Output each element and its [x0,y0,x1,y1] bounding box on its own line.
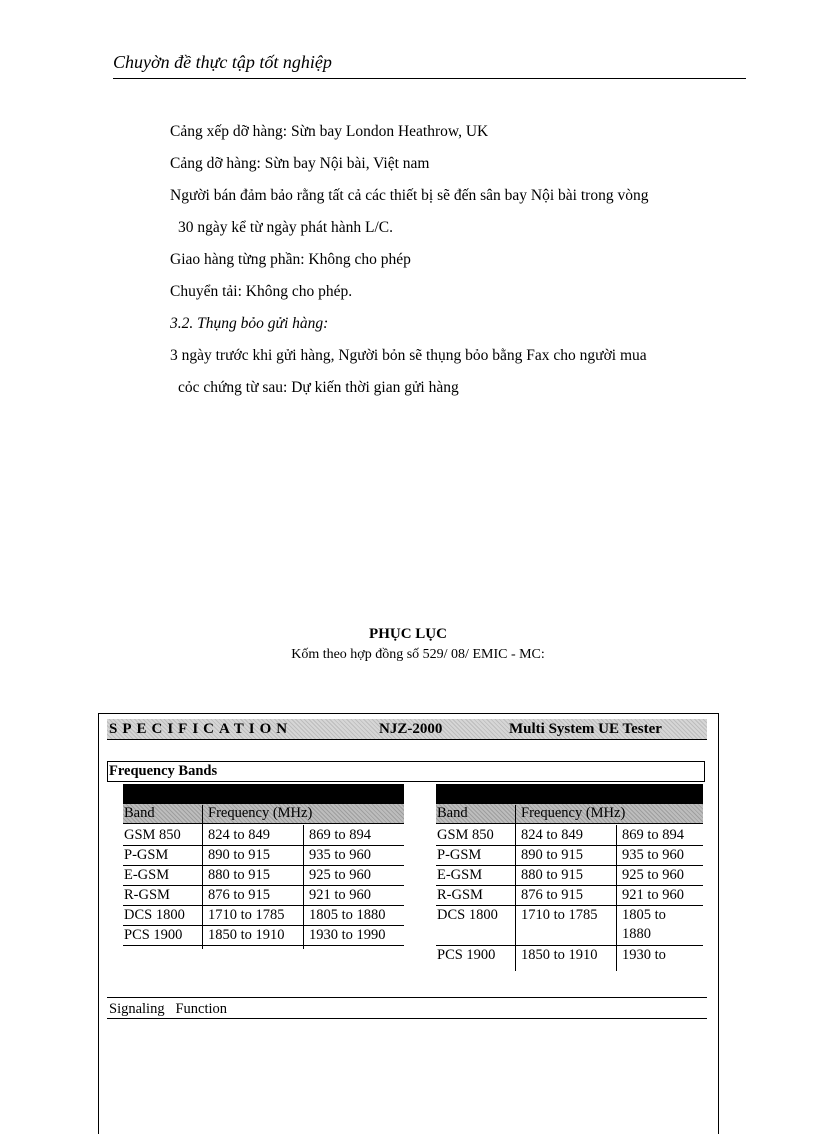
uplink-cell: 824 to 849 [521,827,584,843]
band-table-right [436,784,703,974]
column-header-band: Band [437,805,468,821]
uplink-cell: 1850 to 1910 [521,947,598,963]
table-row [123,925,404,946]
band-cell: DCS 1800 [124,907,185,923]
column-header-frequency: Frequency (MHz) [208,805,313,821]
band-cell: E-GSM [437,867,483,883]
downlink-cell: 869 to 894 [309,827,372,843]
spec-title: SPECIFICATION [109,721,293,737]
table-column-header [123,804,404,824]
uplink-cell: 1710 to 1785 [208,907,285,923]
spec-header-bar [107,719,707,740]
downlink-cell: 921 to 960 [622,887,685,903]
downlink-cell: 1930 to [622,947,666,963]
band-cell: P-GSM [124,847,169,863]
body-line: 30 ngày kể từ ngày phát hành L/C. [178,219,394,236]
body-line [170,180,730,212]
page-header-title: Chuyờn đề thực tập tốt nghiệp [113,52,332,72]
uplink-cell: 890 to 915 [208,847,271,863]
band-table-left [123,784,404,949]
downlink-cell: 1930 to 1990 [309,927,386,943]
downlink-cell: 1805 to [622,907,666,923]
band-cell: PCS 1900 [124,927,183,943]
table-row [123,825,404,846]
uplink-cell: 1850 to 1910 [208,927,285,943]
uplink-cell: 1710 to 1785 [521,907,598,923]
signaling-function-label: Signaling Function [109,1001,228,1017]
body-line: Giao hàng từng phần: Không cho phép [170,251,411,268]
body-text [170,116,730,404]
table-row [123,885,404,906]
header-divider [113,78,746,79]
spec-model: NJZ-2000 [379,721,443,737]
downlink-cell: 921 to 960 [309,887,372,903]
uplink-cell: 876 to 915 [208,887,271,903]
downlink-cell: 925 to 960 [309,867,372,883]
body-line: 3 ngày trước khi gửi hàng, Người bỏn sẽ thụng bỏo bằng Fax cho người mua [170,347,647,364]
band-cell: E-GSM [124,867,170,883]
downlink-cell: 935 to 960 [622,847,685,863]
specification-box [98,713,719,1134]
table-row [436,825,703,846]
band-cell: R-GSM [124,887,170,903]
band-cell: GSM 850 [124,827,181,843]
spec-description: Multi System UE Tester [509,721,662,737]
downlink-cell: 935 to 960 [309,847,372,863]
uplink-cell: 890 to 915 [521,847,584,863]
table-row [436,885,703,906]
uplink-cell: 880 to 915 [521,867,584,883]
downlink-cell: 1805 to 1880 [309,907,386,923]
body-line: cỏc chứng từ sau: Dự kiến thời gian gửi hàng [178,379,459,396]
table-row [123,845,404,866]
uplink-cell: 824 to 849 [208,827,271,843]
appendix-title: PHỤC LỤC [369,626,447,642]
body-line: Chuyển tải: Không cho phép. [170,283,353,300]
section-heading: 3.2. Thụng bỏo gửi hàng: [170,315,329,332]
uplink-cell: 876 to 915 [521,887,584,903]
column-header-band: Band [124,805,155,821]
table-row [436,945,703,971]
frequency-bands-bar [107,761,705,782]
section-divider [107,1018,707,1019]
downlink-cell-continued: 1880 [622,926,651,942]
table-title-bar [436,784,703,804]
column-header-frequency: Frequency (MHz) [521,805,626,821]
table-row [436,865,703,886]
uplink-cell: 880 to 915 [208,867,271,883]
band-cell: R-GSM [437,887,483,903]
section-divider [107,997,707,998]
table-row [436,845,703,866]
band-cell: GSM 850 [437,827,494,843]
downlink-cell: 869 to 894 [622,827,685,843]
table-row [436,905,703,946]
table-title-bar [123,784,404,804]
downlink-cell: 925 to 960 [622,867,685,883]
band-cell: DCS 1800 [437,907,498,923]
table-row [123,905,404,926]
body-line-text: Người bán đảm bảo rằng tất cả các thiết bị sẽ đến sân bay Nội bài trong vòng [170,187,649,204]
body-line: Cảng dỡ hàng: Sừn bay Nội bài, Việt nam [170,155,430,172]
band-cell: P-GSM [437,847,482,863]
appendix-subtitle: Kốm theo hợp đồng số 529/ 08/ EMIC - MC: [291,647,545,662]
frequency-bands-label: Frequency Bands [109,763,218,779]
band-cell: PCS 1900 [437,947,496,963]
table-column-header [436,804,703,824]
table-row [123,865,404,886]
body-line: Cảng xếp dỡ hàng: Sừn bay London Heathrow, UK [170,123,489,140]
